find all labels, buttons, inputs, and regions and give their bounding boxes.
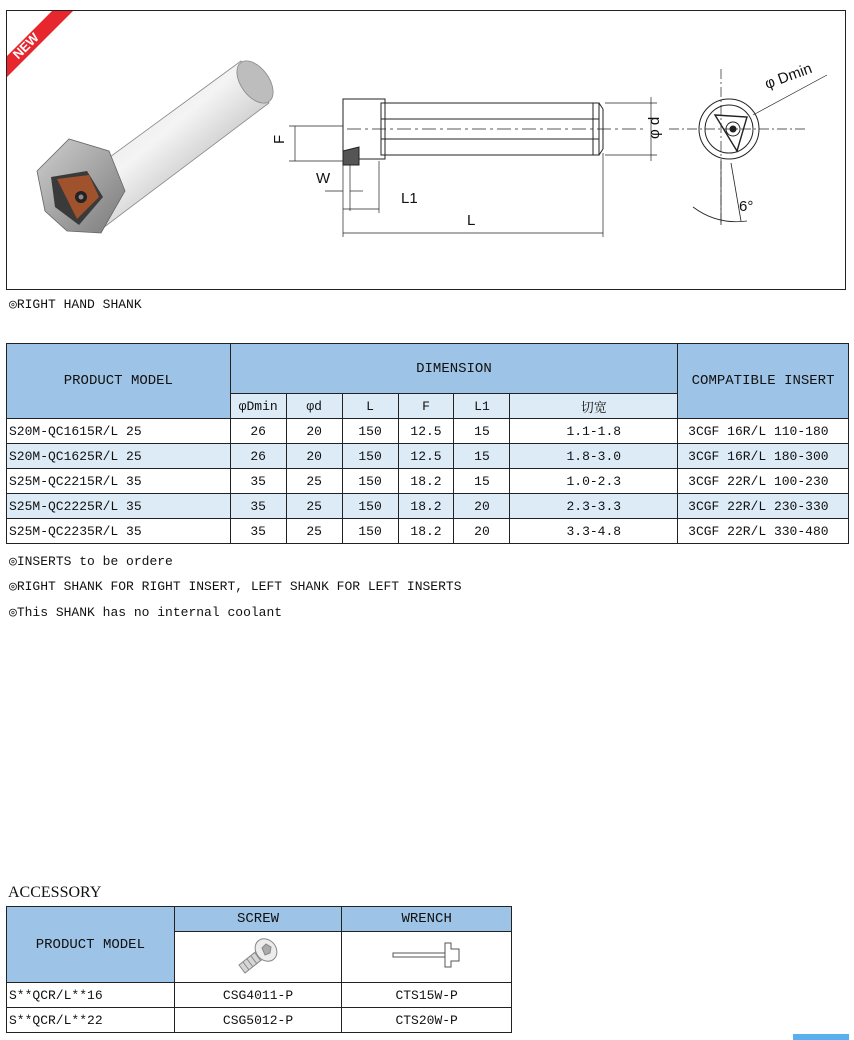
accessory-header-product-model: PRODUCT MODEL	[7, 907, 175, 983]
cell-f: 12.5	[398, 419, 454, 444]
cell-l: 150	[342, 494, 398, 519]
accessory-cell-wrench: CTS20W-P	[342, 1008, 512, 1033]
subheader-dmin: φDmin	[230, 394, 286, 419]
table-row	[7, 469, 849, 494]
end-view-labels	[739, 60, 814, 215]
accessory-table	[6, 906, 512, 1033]
cell-model: S20M-QC1615R/L 25	[7, 419, 231, 444]
cell-l1: 15	[454, 469, 510, 494]
label-f: F	[271, 134, 288, 144]
cell-insert: 3CGF 16R/L 180-300	[678, 444, 849, 469]
cell-dmin: 35	[230, 494, 286, 519]
cell-d: 25	[286, 469, 342, 494]
accessory-cell-screw: CSG5012-P	[174, 1008, 342, 1033]
subheader-l1: L1	[454, 394, 510, 419]
subheader-d: φd	[286, 394, 342, 419]
accessory-row	[7, 983, 512, 1008]
figure-drawing	[7, 11, 846, 290]
cell-insert: 3CGF 22R/L 330-480	[678, 519, 849, 544]
accessory-header-screw: SCREW	[174, 907, 342, 932]
cell-cut-width: 2.3-3.3	[510, 494, 678, 519]
cell-f: 18.2	[398, 469, 454, 494]
new-badge-text: NEW	[9, 29, 42, 62]
table-row	[7, 519, 849, 544]
cell-insert: 3CGF 16R/L 110-180	[678, 419, 849, 444]
cell-l: 150	[342, 419, 398, 444]
cell-dmin: 26	[230, 419, 286, 444]
cell-d: 20	[286, 419, 342, 444]
table-row	[7, 494, 849, 519]
cell-insert: 3CGF 22R/L 230-330	[678, 494, 849, 519]
caption-right-hand-shank: ◎RIGHT HAND SHANK	[9, 297, 142, 312]
label-angle: 6°	[739, 198, 754, 215]
screw-image-cell	[174, 932, 342, 983]
cell-l1: 15	[454, 444, 510, 469]
cell-dmin: 35	[230, 469, 286, 494]
table-row	[7, 419, 849, 444]
label-l1: L1	[401, 190, 418, 207]
cell-f: 18.2	[398, 494, 454, 519]
cell-d: 20	[286, 444, 342, 469]
cell-l1: 20	[454, 519, 510, 544]
header-dimension: DIMENSION	[230, 344, 677, 394]
cell-dmin: 35	[230, 519, 286, 544]
side-view-labels	[271, 117, 663, 229]
table-row	[7, 444, 849, 469]
cell-l: 150	[342, 444, 398, 469]
cell-l: 150	[342, 469, 398, 494]
product-figure	[6, 10, 846, 290]
specification-table	[6, 343, 849, 544]
accessory-cell-screw: CSG4011-P	[174, 983, 342, 1008]
cell-model: S25M-QC2225R/L 35	[7, 494, 231, 519]
cell-model: S20M-QC1625R/L 25	[7, 444, 231, 469]
subheader-cut-width: 切宽	[510, 394, 678, 419]
cell-f: 18.2	[398, 519, 454, 544]
header-compatible-insert: COMPATIBLE INSERT	[678, 344, 849, 419]
corner-accent-bar	[793, 1034, 849, 1040]
header-product-model: PRODUCT MODEL	[7, 344, 231, 419]
tool-3d-render	[37, 54, 280, 233]
cell-l1: 20	[454, 494, 510, 519]
subheader-l: L	[342, 394, 398, 419]
label-d: φ d	[646, 116, 663, 139]
subheader-f: F	[398, 394, 454, 419]
wrench-image-cell	[342, 932, 512, 983]
cell-cut-width: 3.3-4.8	[510, 519, 678, 544]
wrench-icon	[387, 937, 467, 973]
note-no-coolant: ◎This SHANK has no internal coolant	[9, 605, 283, 620]
accessory-header-wrench: WRENCH	[342, 907, 512, 932]
accessory-cell-model: S**QCR/L**16	[7, 983, 175, 1008]
accessory-cell-wrench: CTS15W-P	[342, 983, 512, 1008]
cell-model: S25M-QC2235R/L 35	[7, 519, 231, 544]
label-w: W	[316, 170, 331, 187]
label-l: L	[467, 212, 476, 229]
cell-l1: 15	[454, 419, 510, 444]
cell-l: 150	[342, 519, 398, 544]
screw-icon	[233, 935, 283, 975]
accessory-row	[7, 1008, 512, 1033]
cell-f: 12.5	[398, 444, 454, 469]
accessory-cell-model: S**QCR/L**22	[7, 1008, 175, 1033]
cell-cut-width: 1.1-1.8	[510, 419, 678, 444]
cell-d: 25	[286, 519, 342, 544]
accessory-title: ACCESSORY	[8, 884, 102, 901]
cell-cut-width: 1.8-3.0	[510, 444, 678, 469]
cell-dmin: 26	[230, 444, 286, 469]
new-badge	[7, 11, 73, 77]
cell-d: 25	[286, 494, 342, 519]
cell-model: S25M-QC2215R/L 35	[7, 469, 231, 494]
note-inserts-ordered: ◎INSERTS to be ordere	[9, 554, 173, 569]
label-dmin: φ Dmin	[762, 60, 815, 93]
note-right-left-shank: ◎RIGHT SHANK FOR RIGHT INSERT, LEFT SHANK FOR LEFT INSERTS	[9, 579, 462, 594]
cell-cut-width: 1.0-2.3	[510, 469, 678, 494]
cell-insert: 3CGF 22R/L 100-230	[678, 469, 849, 494]
